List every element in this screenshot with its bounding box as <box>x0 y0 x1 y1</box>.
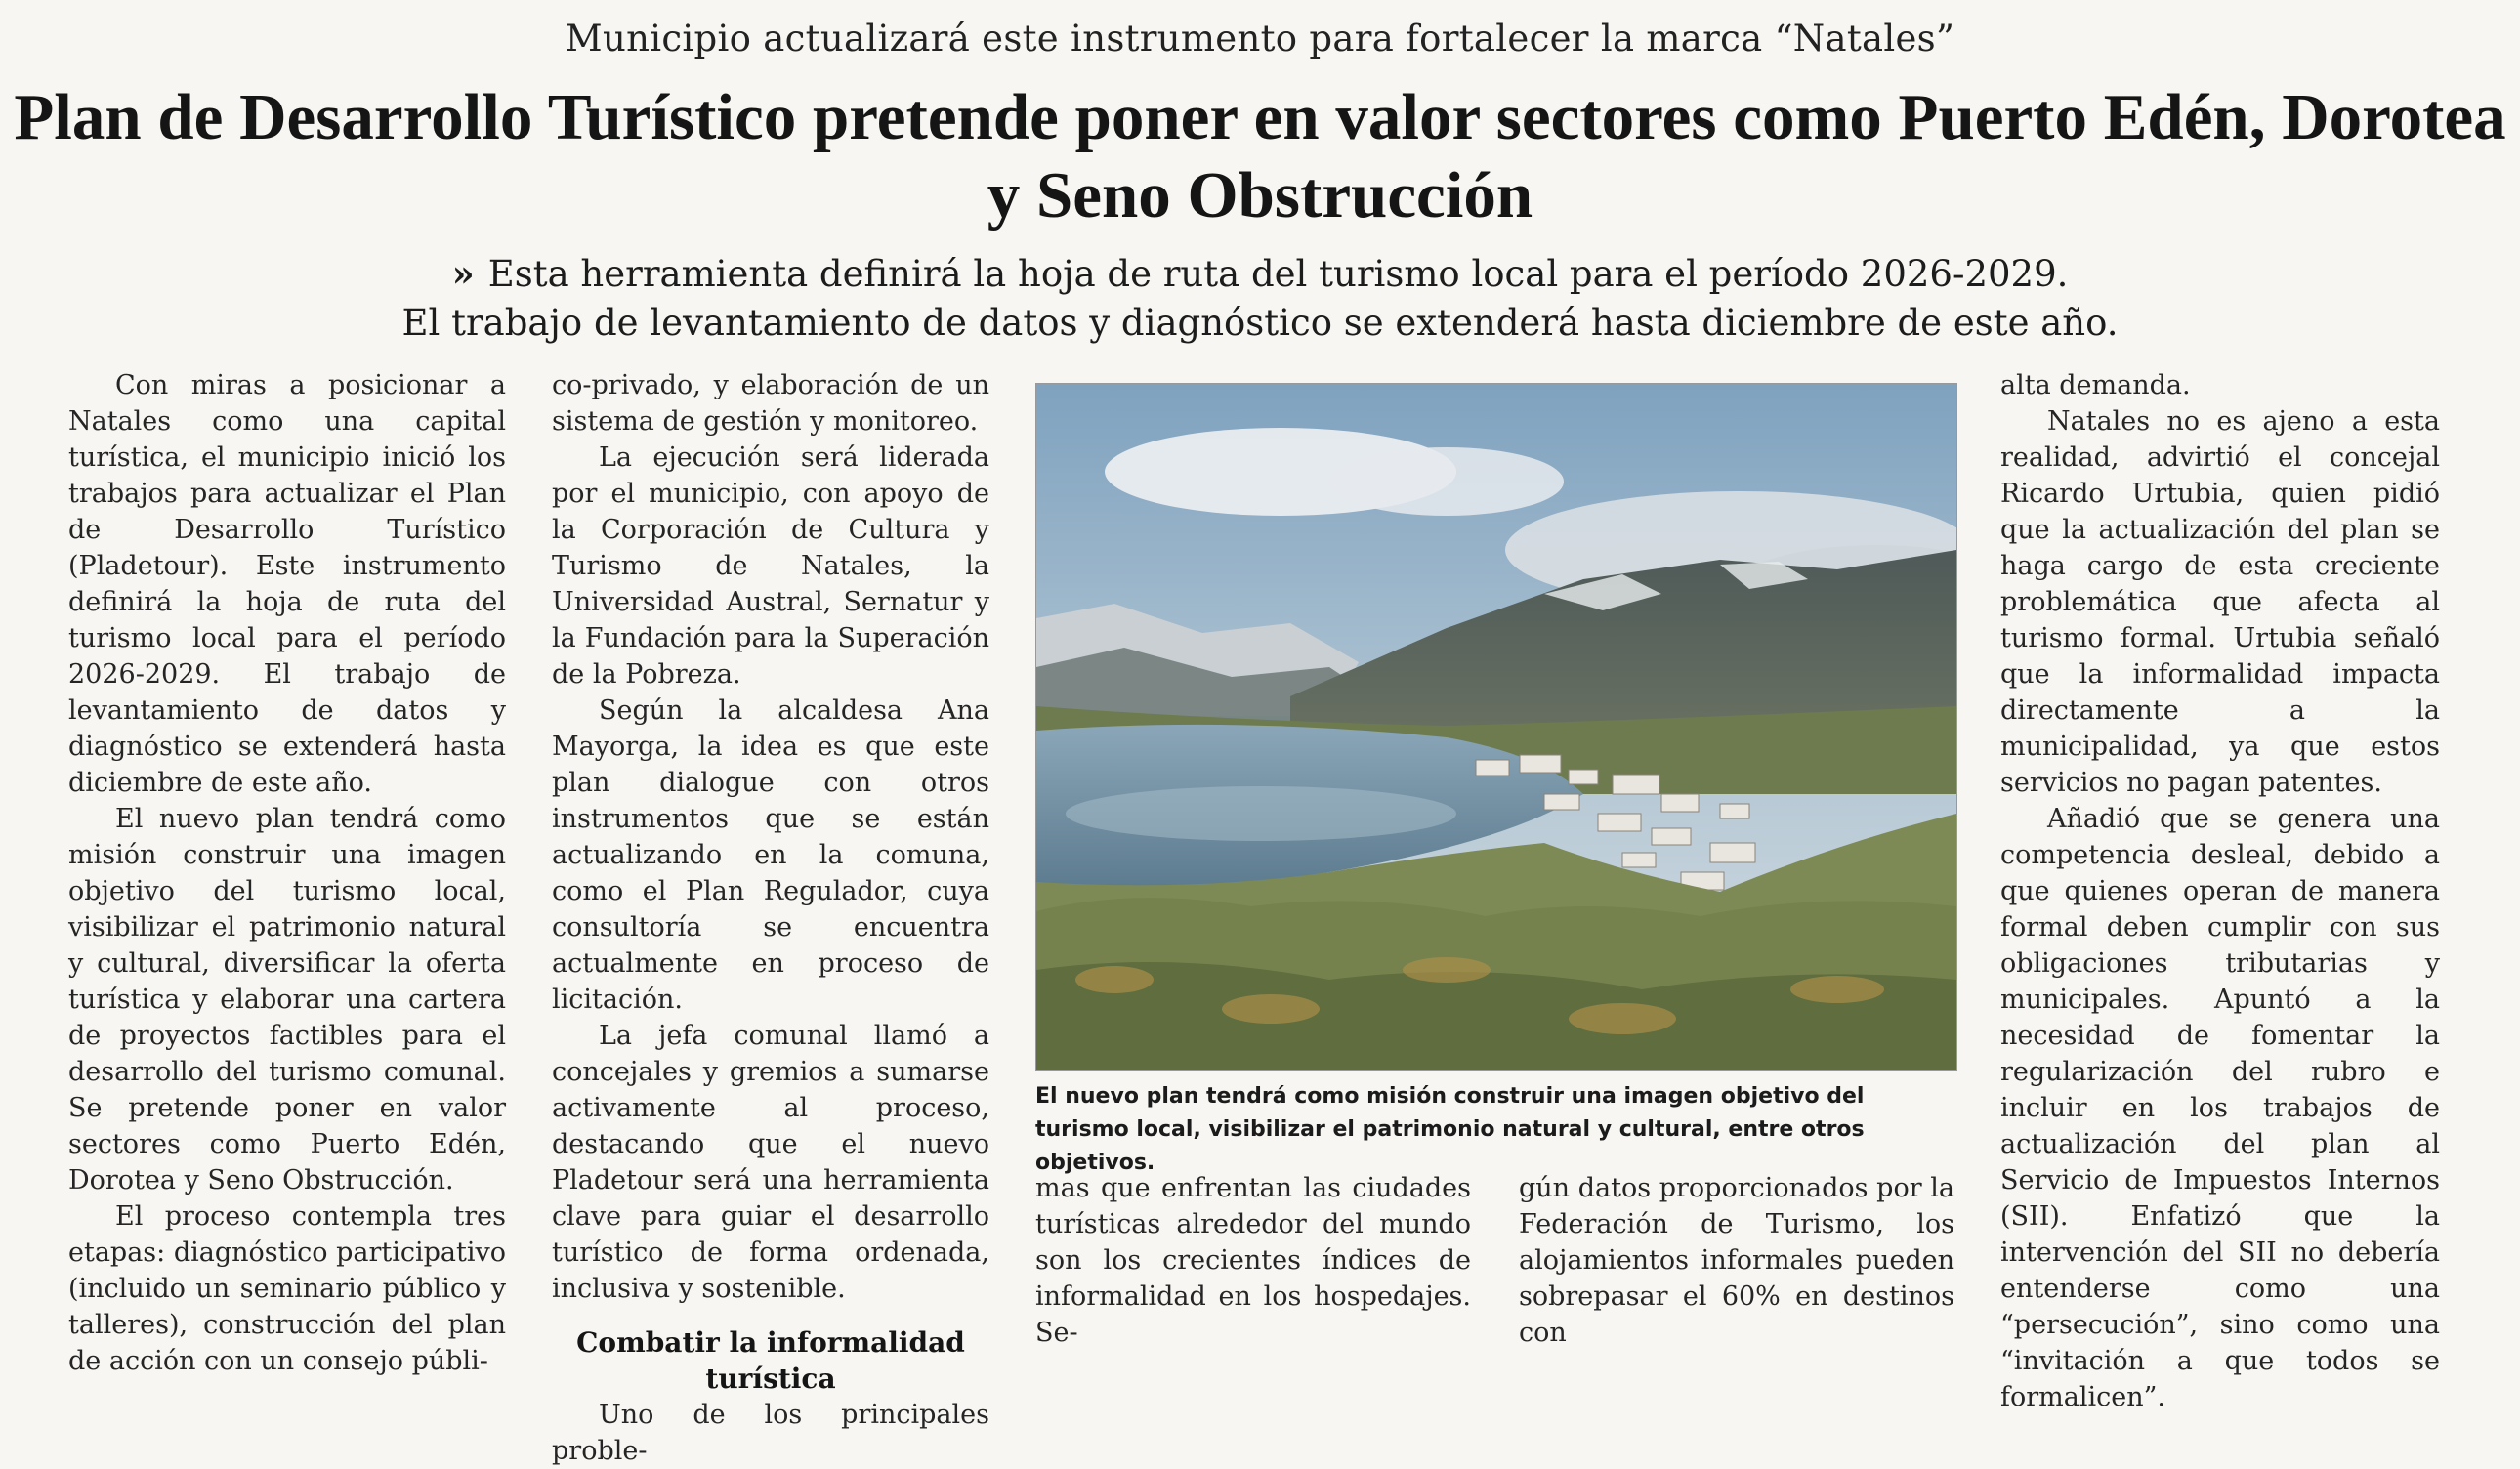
kicker: Municipio actualizará este instrumento para fortalecer la marca “Natales” <box>565 18 1955 60</box>
column-5 <box>2000 367 2440 1415</box>
paragraph-continued: mas que enfrentan las ciudades turísticas alrededor del mundo son los crecientes índices de informalidad en los hospedajes. Se- <box>1035 1173 1471 1348</box>
photo-caption: El nuevo plan tendrá como misión construir una imagen objetivo del turismo local, visibilizar el patrimonio natural y cultural, entre otros objetivos. <box>1035 1084 1865 1175</box>
deck-text-1: Esta herramienta definirá la hoja de ruta del turismo local para el período 2026-2029. <box>487 253 2069 295</box>
deck-marker-icon: » <box>451 252 475 295</box>
subheading: Combatir la informalidad turística <box>576 1326 965 1395</box>
lake-reflection <box>1066 786 1456 841</box>
paragraph: Con miras a posicionar a Natales como una capital turística, el municipio inició los trabajos para actualizar el Plan de Desarrollo Turístico (Pladetour). Este instrumento definirá la hoja de ruta del turismo local para el período 2026-2029. El trabajo de levantamiento de datos y diagnóstico se extenderá hasta diciembre de este año. <box>68 370 506 798</box>
paragraph-continued: alta demanda. <box>2000 370 2191 400</box>
column-3 <box>1035 1170 1471 1351</box>
photo-illustration <box>1036 384 1956 1070</box>
column-1 <box>68 367 506 1379</box>
paragraph: Uno de los principales proble- <box>552 1400 989 1466</box>
paragraph: Natales no es ajeno a esta realidad, advirtió el concejal Ricardo Urtubia, quien pidió que la actualización del plan se haga cargo de esta creciente problemática que afecta al turismo formal. Urtubia señaló que la informalidad impacta directamente a la municipalidad, ya que estos servicios no pagan patentes. <box>2000 406 2440 798</box>
paragraph-continued: co-privado, y elaboración de un sistema de gestión y monitoreo. <box>552 370 989 437</box>
paragraph: Según la alcaldesa Ana Mayorga, la idea es que este plan dialogue con otros instrumentos que se están actualizando en la comuna, como el Plan Regulador, cuya consultoría se encuentra actualmente en proceso de licitación. <box>552 695 989 1015</box>
paragraph: El proceso contempla tres etapas: diagnóstico participativo (incluido un seminario público y talleres), construcción del plan de acción con un consejo públi- <box>68 1201 506 1376</box>
paragraph: La ejecución será liderada por el municipio, con apoyo de la Corporación de Cultura y Turismo de Natales, la Universidad Austral, Sernatur y la Fundación para la Superación de la Pobreza. <box>552 442 989 690</box>
deck-line-1 <box>0 249 2520 299</box>
column-4 <box>1519 1170 1954 1351</box>
column-2 <box>552 367 989 1469</box>
headline: Plan de Desarrollo Turístico pretende poner en valor sectores como Puerto Edén, Dorotea y Seno Obstrucción <box>14 81 2506 231</box>
landscape-photo <box>1035 383 1957 1071</box>
paragraph: El nuevo plan tendrá como misión construir una imagen objetivo del turismo local, visibilizar el patrimonio natural y cultural, diversificar la oferta turística y elaborar una cartera de proyectos factibles para el desarrollo del turismo comunal. Se pretende poner en valor sectores como Puerto Edén, Dorotea y Seno Obstrucción. <box>68 804 506 1196</box>
paragraph: La jefa comunal llamó a concejales y gremios a sumarse activamente al proceso, destacando que el nuevo Pladetour será una herramienta clave para guiar el desarrollo turístico de forma ordenada, inclusiva y sostenible. <box>552 1021 989 1304</box>
paragraph-continued: gún datos proporcionados por la Federación de Turismo, los alojamientos informales pueden sobrepasar el 60% en destinos con <box>1519 1173 1954 1348</box>
deck-line-2: El trabajo de levantamiento de datos y diagnóstico se extenderá hasta diciembre de este año. <box>401 302 2119 344</box>
deck <box>0 249 2520 348</box>
cloud <box>1329 447 1564 516</box>
paragraph: Añadió que se genera una competencia desleal, debido a que quienes operan de manera formal deben cumplir con sus obligaciones tributarias y municipales. Apuntó a la necesidad de fomentar la regularización del rubro e incluir en los trabajos de actualización del plan al Servicio de Impuestos Internos (SII). Enfatizó que la intervención del SII no debería entenderse como una “persecución”, sino como una “invitación a que todos se formalicen”. <box>2000 804 2440 1412</box>
